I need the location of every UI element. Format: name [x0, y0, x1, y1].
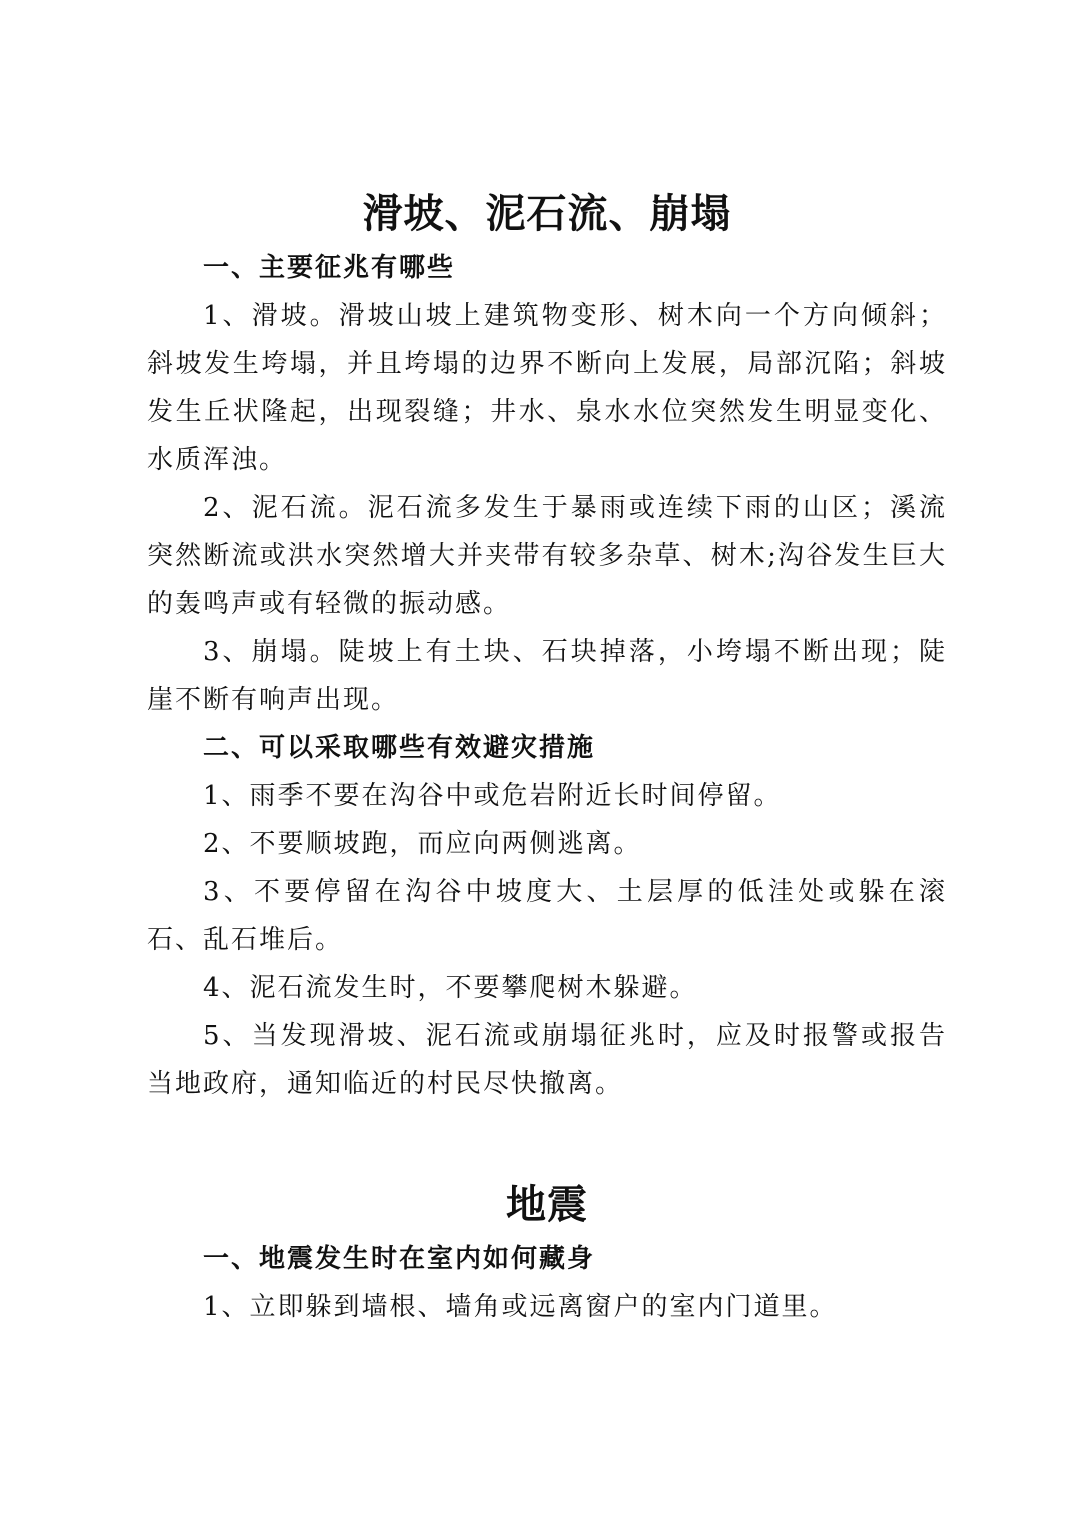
paragraph-debris-flow-signs: 2、泥石流。泥石流多发生于暴雨或连续下雨的山区；溪流突然断流或洪水突然增大并夹带有较多杂草、树木;沟谷发生巨大的轰鸣声或有轻微的振动感。 — [147, 493, 947, 619]
paragraph-measure-5: 5、当发现滑坡、泥石流或崩塌征兆时，应及时报警或报告当地政府，通知临近的村民尽快撤离。 — [147, 1021, 947, 1099]
paragraph-measure-3: 3、不要停留在沟谷中坡度大、土层厚的低洼处或躲在滚石、乱石堆后。 — [147, 877, 947, 955]
section-landslide — [147, 186, 947, 1108]
subheading-indoor-shelter: 一、地震发生时在室内如何藏身 — [203, 1244, 596, 1274]
paragraph-measure-1: 1、雨季不要在沟谷中或危岩附近长时间停留。 — [203, 781, 782, 811]
paragraph-shelter-1: 1、立即躲到墙根、墙角或远离窗户的室内门道里。 — [203, 1292, 838, 1322]
paragraph-measure-4: 4、泥石流发生时，不要攀爬树木躲避。 — [203, 973, 698, 1003]
subheading-avoidance-measures: 二、可以采取哪些有效避灾措施 — [203, 733, 596, 763]
section-title: 地震 — [506, 1181, 588, 1228]
paragraph-measure-2: 2、不要顺坡跑，而应向两侧逃离。 — [203, 829, 642, 859]
section-title: 滑坡、泥石流、崩塌 — [362, 190, 732, 237]
paragraph-collapse-signs: 3、崩塌。陡坡上有土块、石块掉落，小垮塌不断出现；陡崖不断有响声出现。 — [147, 637, 947, 715]
paragraph-landslide-signs: 1、滑坡。滑坡山坡上建筑物变形、树木向一个方向倾斜；斜坡发生垮塌，并且垮塌的边界不断向上发展，局部沉陷；斜坡发生丘状隆起，出现裂缝；井水、泉水水位突然发生明显变化、水质浑浊。 — [147, 301, 947, 475]
section-earthquake — [147, 1177, 947, 1331]
subheading-main-signs: 一、主要征兆有哪些 — [203, 253, 456, 283]
